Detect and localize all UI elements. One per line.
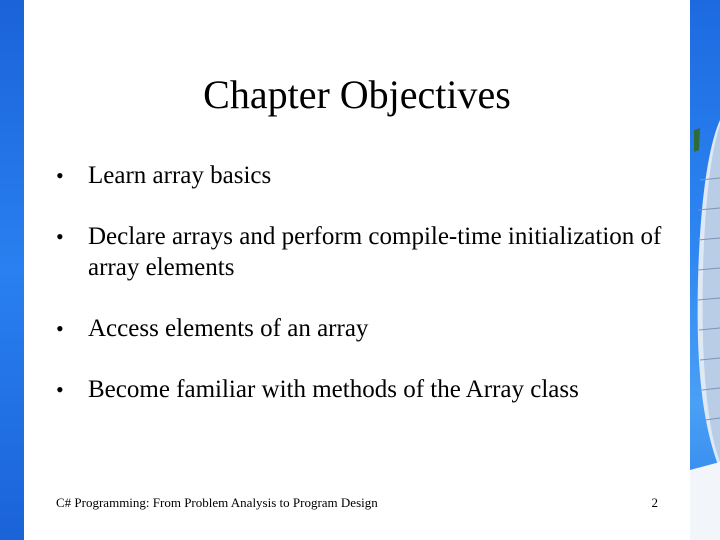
background-left-strip bbox=[0, 0, 24, 540]
page-number: 2 bbox=[651, 495, 658, 510]
slide-title: Chapter Objectives bbox=[203, 72, 511, 117]
building-image bbox=[690, 0, 720, 540]
bullet-text: Declare arrays and perform compile-time initialization of array elements bbox=[88, 223, 662, 281]
background-right-strip bbox=[690, 0, 720, 540]
slide-canvas bbox=[24, 0, 690, 540]
bullet-marker: • bbox=[56, 224, 64, 249]
bullet-text: Learn array basics bbox=[88, 162, 272, 189]
bullet-list bbox=[56, 160, 686, 435]
bullet-item bbox=[56, 221, 686, 283]
bullet-marker: • bbox=[56, 163, 64, 188]
bullet-item bbox=[56, 313, 686, 344]
bullet-marker: • bbox=[56, 316, 64, 341]
bullet-marker: • bbox=[56, 377, 64, 402]
bullet-text: Access elements of an array bbox=[88, 315, 369, 342]
bullet-text: Become familiar with methods of the Array class bbox=[88, 376, 579, 403]
bullet-item bbox=[56, 160, 686, 191]
bullet-item bbox=[56, 374, 686, 405]
slide-footer: C# Programming: From Problem Analysis to Program Design bbox=[56, 495, 378, 510]
